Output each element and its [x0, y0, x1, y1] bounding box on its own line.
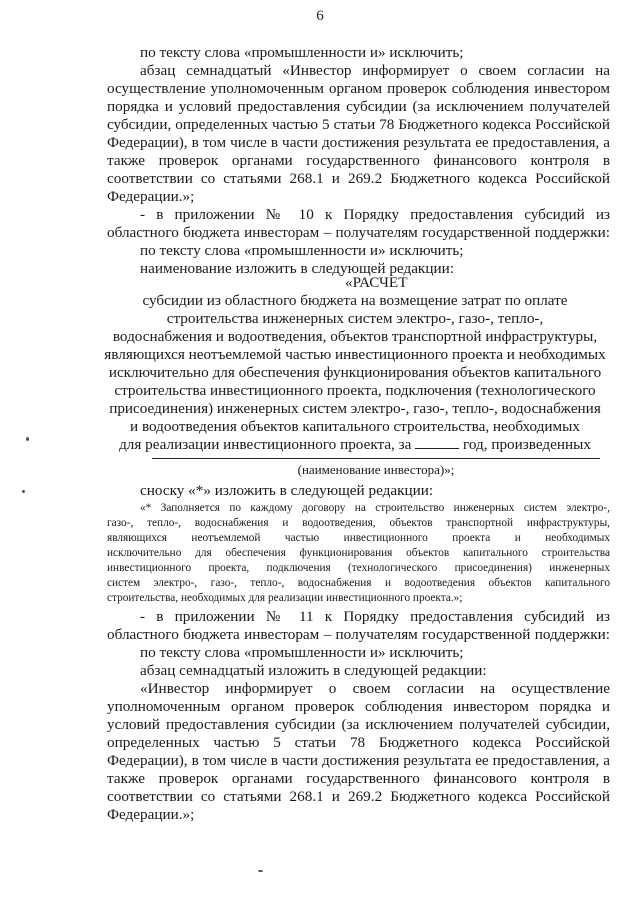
text-line: - в приложении № 10 к Порядку предоставления субсидий из	[140, 206, 610, 223]
text-line: абзац семнадцатый «Инвестор информирует о своем согласии на	[140, 62, 610, 79]
title-line	[100, 436, 610, 454]
text-line: по тексту слова «промышленности и» исключить;	[140, 644, 464, 661]
title-line: исключительно для обеспечения функционирования объектов капитального	[108, 364, 602, 381]
scan-speck	[258, 870, 263, 872]
page-number: 6	[316, 8, 324, 24]
text-line: областного бюджета инвесторам – получателям государственной поддержки:	[107, 626, 610, 643]
footnote-line: исключительно для обеспечения функционирования объектов капитального строительства	[107, 547, 610, 559]
footnote-line: являющихся неотъемлемой частью инвестиционного проекта и необходимых	[107, 532, 610, 544]
footnote-line: строительства, необходимых для реализации инвестиционного проекта.»;	[107, 592, 463, 604]
text-line: осуществление уполномоченным органом проверок соблюдения инвестором	[107, 80, 610, 97]
text-line: соответствии со статьями 268.1 и 269.2 Бюджетного кодекса Российской	[107, 788, 610, 805]
footnote-line: газо-, тепло-, водоснабжения и водоотведения, объектов транспортной инфраструктуры,	[107, 517, 610, 529]
year-blank	[415, 436, 459, 449]
text-line: также проверок органами государственного финансового контроля в	[107, 770, 610, 787]
title-line: являющихся неотъемлемой частью инвестиционного проекта и необходимых	[104, 346, 606, 363]
text-line: сноску «*» изложить в следующей редакции:	[140, 482, 434, 499]
title-line: субсидии из областного бюджета на возмещение затрат по оплате	[142, 292, 568, 309]
title-line: и водоотведения объектов капитального строительства, необходимых	[130, 418, 580, 435]
text-line: по тексту слова «промышленности и» исключить;	[140, 44, 464, 61]
investor-name-line	[152, 458, 600, 459]
text-line: условий предоставления субсидии (за исключением получателей субсидии,	[107, 716, 610, 733]
text-line: по тексту слова «промышленности и» исключить;	[140, 242, 464, 259]
scan-speck	[26, 437, 29, 441]
title-line: присоединения) инженерных систем электро-, газо-, тепло-, водоснабжения	[109, 400, 601, 417]
text-line: наименование изложить в следующей редакции:	[140, 260, 454, 277]
text-line: определенных частью 5 статьи 78 Бюджетного кодекса Российской	[107, 734, 610, 751]
title-raschet: «РАСЧЕТ	[345, 274, 408, 291]
investor-name-caption: (наименование инвестора)»;	[297, 462, 455, 477]
text-line: Федерации), в том числе в части достижения результата ее предоставления, а	[107, 752, 610, 769]
title-line: строительства инженерных систем электро-, газо-, тепло-,	[166, 310, 544, 327]
text-line: соответствии со статьями 268.1 и 269.2 Бюджетного кодекса Российской	[107, 170, 610, 187]
title-line: строительства инвестиционного проекта, подключения (технологического	[114, 382, 596, 399]
text-line: «Инвестор информирует о своем согласии на осуществление	[140, 680, 610, 697]
text-line: абзац семнадцатый изложить в следующей редакции:	[140, 662, 487, 679]
text-line: субсидии, определенных частью 5 статьи 78 Бюджетного кодекса Российской	[107, 116, 610, 133]
text-line: порядка и условий предоставления субсидии (за исключением получателей	[107, 98, 610, 115]
text-line: Федерации.»;	[107, 806, 195, 823]
text-line: Федерации), в том числе в части достижения результата ее предоставления, а	[107, 134, 610, 151]
text-line: также проверок органами государственного финансового контроля в	[107, 152, 610, 169]
text-line: - в приложении № 11 к Порядку предоставления субсидий из	[140, 608, 610, 625]
text-line: Федерации.»;	[107, 188, 195, 205]
footnote-line: систем электро-, газо-, тепло-, водоснабжения и водоотведения объектов капитального	[107, 577, 610, 589]
footnote-line: «* Заполняется по каждому договору на строительство инженерных систем электро-,	[140, 502, 610, 514]
title-line-part: для реализации инвестиционного проекта, за	[119, 436, 412, 453]
title-line-part: год, произведенных	[463, 436, 591, 453]
title-line: водоснабжения и водоотведения, объектов транспортной инфраструктуры,	[112, 328, 598, 345]
scan-speck	[22, 490, 25, 493]
text-line: областного бюджета инвесторам – получателям государственной поддержки:	[107, 224, 610, 241]
text-line: уполномоченным органом проверок соблюдения инвестором порядка и	[107, 698, 610, 715]
footnote-line: инвестиционного проекта, подключения (технологического присоединения) инженерных	[107, 562, 610, 574]
